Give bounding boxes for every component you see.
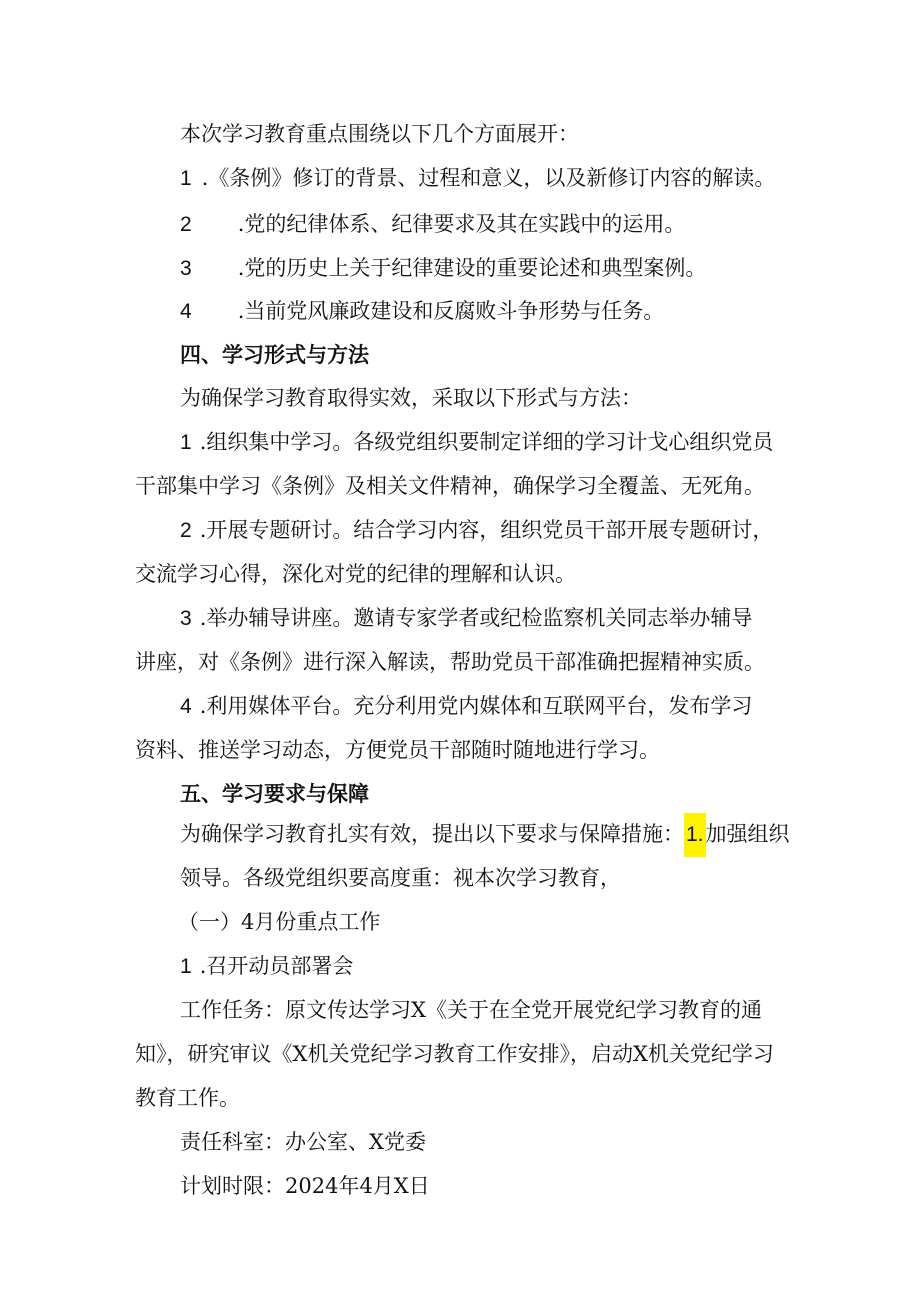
focus-item-1 — [180, 156, 775, 201]
method-item-text: .举办辅导讲座。邀请专家学者或纪检监察机关同志举办辅导 — [199, 606, 753, 630]
method-item-4-line1 — [180, 684, 752, 729]
section-5-line1-text: 为确保学习教育扎实有效，提出以下要求与保障措施： — [180, 822, 684, 846]
focus-item-number: 3 — [180, 257, 192, 280]
deadline: 计划时限：2024年4月X日 — [180, 1174, 430, 1198]
method-item-text: .利用媒体平台。充分利用党内媒体和互联网平台，发布学习 — [199, 694, 753, 718]
method-item-text: .组织集中学习。各级党组织要制定详细的学习计戈心组织党员 — [199, 430, 774, 454]
method-item-number: 1 — [180, 431, 192, 454]
method-item-4-line2: 资料、推送学习动态，方便党员干部随时随地进行学习。 — [135, 738, 660, 762]
section-4-heading: 四、学习形式与方法 — [180, 343, 369, 367]
april-item-number: 1 — [180, 955, 192, 978]
task-line-3: 教育工作。 — [135, 1086, 240, 1110]
responsible-dept: 责任科室：办公室、X党委 — [180, 1130, 426, 1154]
method-item-number: 4 — [180, 695, 192, 718]
focus-item-3 — [180, 246, 706, 291]
section-5-line1-tail: 加强组织 — [705, 822, 790, 846]
task-line-2: 知》，研究审议《X机关党纪学习教育工作安排》，启动X机关党纪学习 — [135, 1042, 774, 1066]
focus-item-text: .党的纪律体系、纪律要求及其在实践中的运用。 — [237, 212, 686, 236]
method-item-number: 3 — [180, 607, 192, 630]
method-item-1-line1 — [180, 420, 773, 465]
method-item-2-line2: 交流学习心得，深化对党的纪律的理解和认识。 — [135, 562, 576, 586]
focus-item-text: .《条例》修订的背景、过程和意义，以及新修订内容的解读。 — [201, 166, 776, 190]
method-item-1-line2: 干部集中学习《条例》及相关文件精神，确保学习全覆盖、无死角。 — [135, 474, 765, 498]
method-item-3-line1 — [180, 596, 752, 641]
method-item-3-line2: 讲座，对《条例》进行深入解读，帮助党员干部准确把握精神实质。 — [135, 650, 765, 674]
section-5-heading: 五、学习要求与保障 — [180, 782, 369, 806]
section-5-line1 — [180, 812, 790, 857]
method-item-2-line1 — [180, 508, 773, 553]
method-item-number: 2 — [180, 519, 192, 542]
focus-item-text: .党的历史上关于纪律建设的重要论述和典型案例。 — [237, 256, 707, 280]
april-item-text: .召开动员部署会 — [199, 954, 354, 978]
april-heading: （一）4月份重点工作 — [178, 910, 381, 934]
focus-item-2 — [180, 202, 685, 247]
section-4-intro: 为确保学习教育取得实效，采取以下形式与方法： — [180, 386, 642, 410]
focus-item-text: .当前党风廉政建设和反腐败斗争形势与任务。 — [237, 299, 665, 323]
april-item-1 — [180, 944, 353, 989]
highlighted-number: 1. — [684, 813, 706, 857]
focus-item-number: 4 — [180, 300, 192, 323]
method-item-text: .开展专题研讨。结合学习内容，组织党员干部开展专题研讨， — [199, 518, 774, 542]
intro-text: 本次学习教育重点围绕以下几个方面展开： — [180, 122, 579, 146]
focus-item-number: 2 — [180, 213, 192, 236]
task-line-1: 工作任务：原文传达学习X《关于在全党开展党纪学习教育的通 — [180, 998, 762, 1022]
focus-item-4 — [180, 289, 664, 334]
section-5-line2: 领导。各级党组织要高度重：视本次学习教育， — [180, 866, 621, 890]
focus-item-number: 1 — [180, 167, 192, 190]
